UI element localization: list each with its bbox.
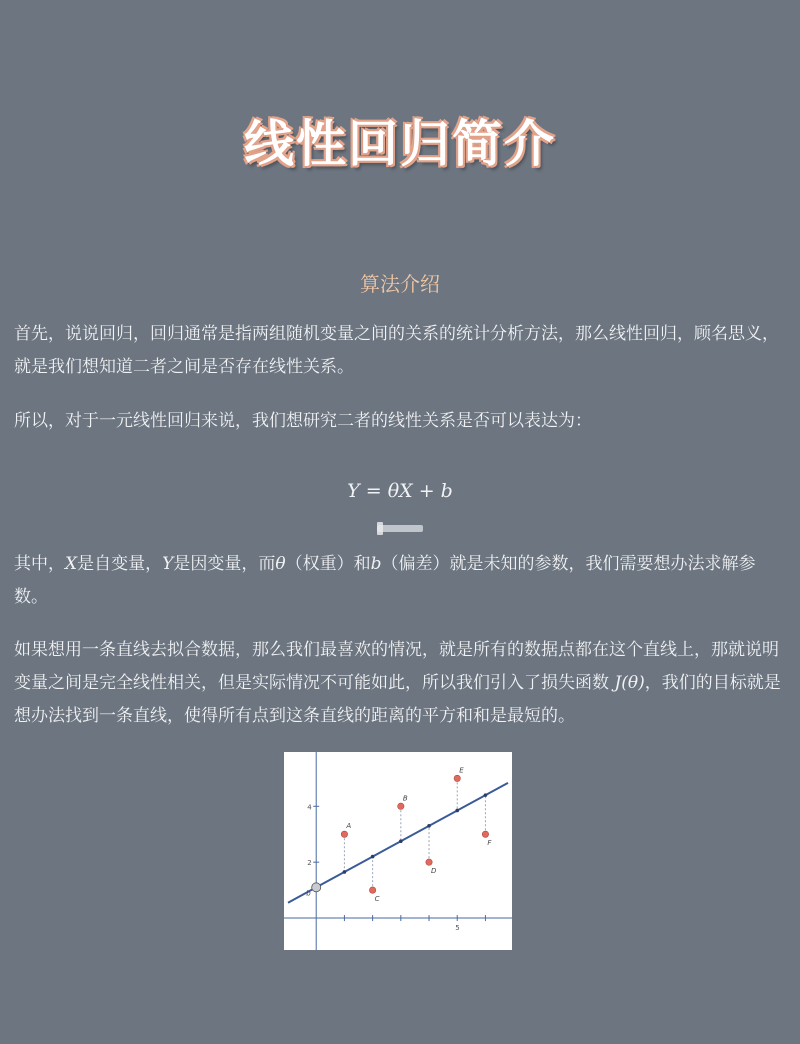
math-loss: J(θ) [614,673,645,693]
fitted-point [427,824,431,828]
point-label: B [402,794,408,803]
fitted-point [399,839,403,843]
point-label: F [487,839,492,848]
data-point [398,803,404,809]
fitted-point [484,793,488,797]
page-title: 线性回归简介 [244,115,556,173]
equation-number-mark [375,520,425,536]
intercept-point [312,883,321,892]
intro-paragraph: 首先，说说回归，回归通常是指两组随机变量之间的关系的统计分析方法，那么线性回归，顾名思义，就是我们想知道二者之间是否存在线性关系。 [14,324,779,377]
math-b: b [370,554,382,574]
fitted-point [371,855,375,859]
text-segment: （权重）和 [285,554,371,574]
math-x: X [65,554,78,574]
fitted-point [343,870,347,874]
regression-chart [284,752,512,950]
text-segment: （偏差）就是未知的参数，我们需要想办法求解参数。 [14,554,756,607]
text-segment: 是因变量，而 [173,554,276,574]
regression-figure [284,752,512,950]
question-paragraph: 所以，对于一元线性回归来说，我们想研究二者的线性关系是否可以表达为： [14,411,592,431]
y-tick-label: 4 [307,803,312,812]
y-tick-label: 2 [307,859,312,868]
data-point [482,831,488,837]
data-point [341,831,347,837]
data-point [369,887,375,893]
loss-paragraph [14,634,786,733]
point-label: C [374,895,380,904]
section-title: 算法介绍 [360,272,440,296]
fitted-point [455,809,459,813]
text-segment: ，我们的目标就是想办法找到一条直线，使得所有点到这条直线的距离的平方和和是最短的。 [14,673,781,726]
point-label: D [431,867,437,876]
fit-line [288,783,508,903]
math-theta: θ [275,554,286,574]
text-segment: 如果想用一条直线去拟合数据，那么我们最喜欢的情况，就是所有的数据点都在这个直线上，那就说明变量之间是完全线性相关，但是实际情况不可能如此，所以我们引入了损失函数 [14,640,779,693]
x-tick-label: 5 [455,924,460,933]
point-label: A [346,822,352,831]
text-segment: 其中， [14,554,65,574]
parameter-paragraph [14,548,786,614]
math-y: Y [162,554,174,574]
data-point [426,859,432,865]
regression-formula: Y = θX + b [347,480,453,502]
text-segment: 是自变量， [77,554,163,574]
intercept-label: b [306,889,311,898]
data-point [454,775,460,781]
point-label: E [459,766,464,775]
